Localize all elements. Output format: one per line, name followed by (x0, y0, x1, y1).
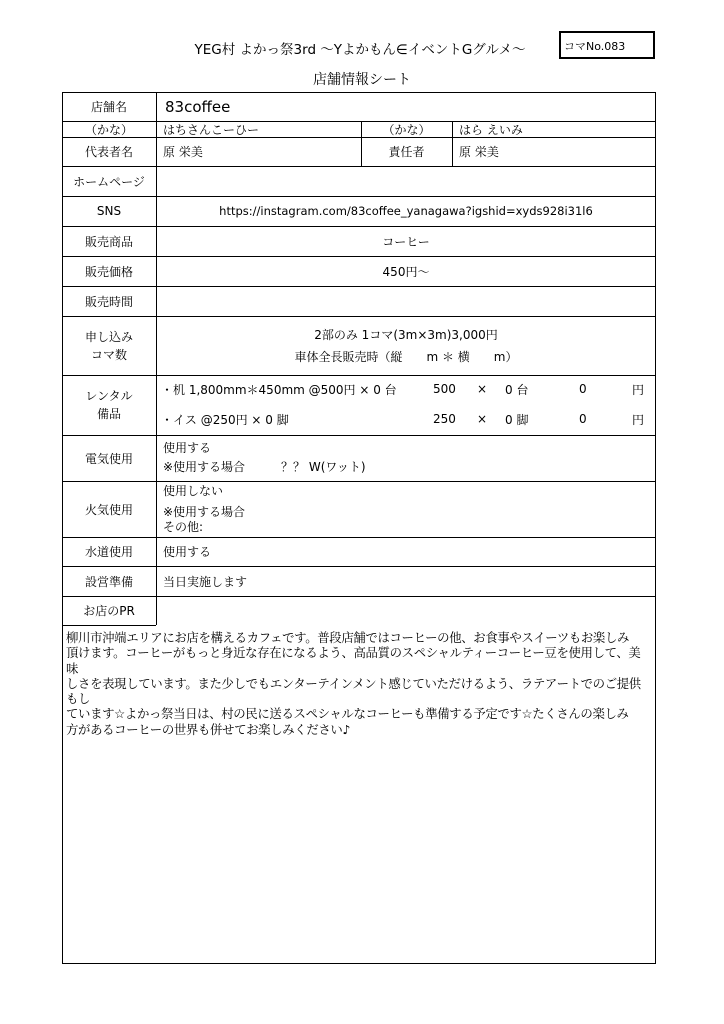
row-divider (62, 625, 156, 626)
pr-line: ています☆よかっ祭当日は、村の民に送るスペシャルなコーヒーも準備する予定です☆たくさんの楽しみ (66, 706, 629, 722)
pr-line: 方があるコーヒーの世界も併せてお楽しみください♪ (66, 721, 350, 737)
document-title: YEG村 よかっ祭3rd 〜Yよかもん∈イベントGグルメ〜 (194, 42, 526, 58)
rental-label-line1: レンタル (85, 389, 133, 403)
water-field[interactable]: 使用する (163, 545, 212, 559)
sheet-subtitle: 店舗情報シート (313, 72, 411, 88)
pr-label: お店のPR (83, 604, 135, 618)
application-label-line1: 申し込み (84, 329, 133, 344)
kana-label-2: （かな） (382, 122, 431, 137)
kana-label: （かな） (84, 122, 133, 137)
application-line2: 車体全長販売時（縦 m ＊ 横 m） (294, 349, 518, 364)
manager-field[interactable]: 原 栄美 (459, 145, 499, 159)
homepage-label: ホームページ (73, 174, 145, 189)
application-label-line2: コマ数 (90, 347, 127, 362)
rental-label-line2: 備品 (96, 407, 121, 421)
product-field[interactable]: コーヒー (382, 234, 430, 249)
rental-desk-unit: 500 (433, 382, 456, 396)
application-line1: 2部のみ 1コマ(3m×3m)3,000円 (314, 327, 498, 342)
electric-line1: 使用する (163, 441, 212, 455)
pr-line: 頂けます。コーヒーがもっと身近な存在になるよう、高品質のスペシャルティーコーヒー豆を使用して、美味 (66, 645, 641, 676)
representative-field[interactable]: 原 栄美 (163, 145, 203, 159)
price-field[interactable]: 450円〜 (382, 264, 430, 279)
hours-label: 販売時間 (84, 294, 133, 309)
pr-line: 柳川市沖端エリアにお店を構えるカフェです。普段店舗ではコーヒーの他、お食事やスイーツもお楽しみ (66, 630, 630, 645)
manager-label: 責任者 (388, 145, 425, 159)
koma-number-box: コマNo.083 (559, 31, 655, 59)
water-label: 水道使用 (84, 545, 133, 559)
shop-name-field[interactable]: 83coffee (165, 97, 231, 116)
price-label: 販売価格 (84, 264, 133, 279)
rental-desk-total: 0 (579, 382, 587, 396)
sns-label: SNS (96, 204, 122, 218)
homepage-field[interactable] (163, 166, 653, 196)
representative-label: 代表者名 (84, 145, 133, 159)
rental-chair-total: 0 (579, 412, 587, 426)
rental-label (62, 375, 156, 435)
rental-chair-unit: 250 (433, 412, 456, 426)
application-label (62, 316, 156, 375)
pr-text-area[interactable] (66, 630, 652, 737)
electric-field[interactable] (163, 436, 653, 480)
shop-name-label: 店舗名 (90, 100, 127, 114)
manager-kana-field[interactable]: はら えいみ (459, 122, 523, 137)
fire-line3: その他: (163, 519, 204, 534)
rental-chair-times: × (477, 412, 488, 426)
setup-field[interactable]: 当日実施します (163, 574, 248, 589)
application-field[interactable] (156, 316, 656, 375)
electric-label: 電気使用 (84, 451, 133, 466)
pr-line: しさを表現しています。また少しでもエンターテインメント感じていただけるよう、ラテアートでのご提供もし (66, 675, 641, 707)
rental-chair-yen: 円 (632, 412, 645, 427)
fire-line1: 使用しない (163, 483, 224, 498)
shop-kana-field[interactable]: はちさんこーひー (163, 122, 260, 137)
electric-line2: ※使用する場合 ？？ W(ワット) (163, 460, 366, 474)
setup-label: 設営準備 (84, 574, 133, 589)
fire-line2: ※使用する場合 (163, 504, 246, 519)
rental-chair-qty[interactable]: 0 脚 (505, 412, 529, 427)
sns-field[interactable]: https://instagram.com/83coffee_yanagawa?igshid=xyds928i31l6 (219, 204, 593, 218)
rental-chair-desc: ・イス @250円 × 0 脚 (161, 412, 289, 427)
center-column-divider (452, 121, 453, 166)
fire-field[interactable] (163, 482, 653, 536)
rental-desk-yen: 円 (632, 382, 645, 397)
rental-desk-times: × (477, 382, 488, 396)
product-label: 販売商品 (84, 234, 133, 249)
rental-desk-desc: ・机 1,800mm＊450mm @500円 × 0 台 (161, 382, 397, 397)
hours-field[interactable] (163, 286, 653, 316)
rental-desk-qty[interactable]: 0 台 (505, 382, 529, 397)
fire-label: 火気使用 (84, 502, 133, 517)
